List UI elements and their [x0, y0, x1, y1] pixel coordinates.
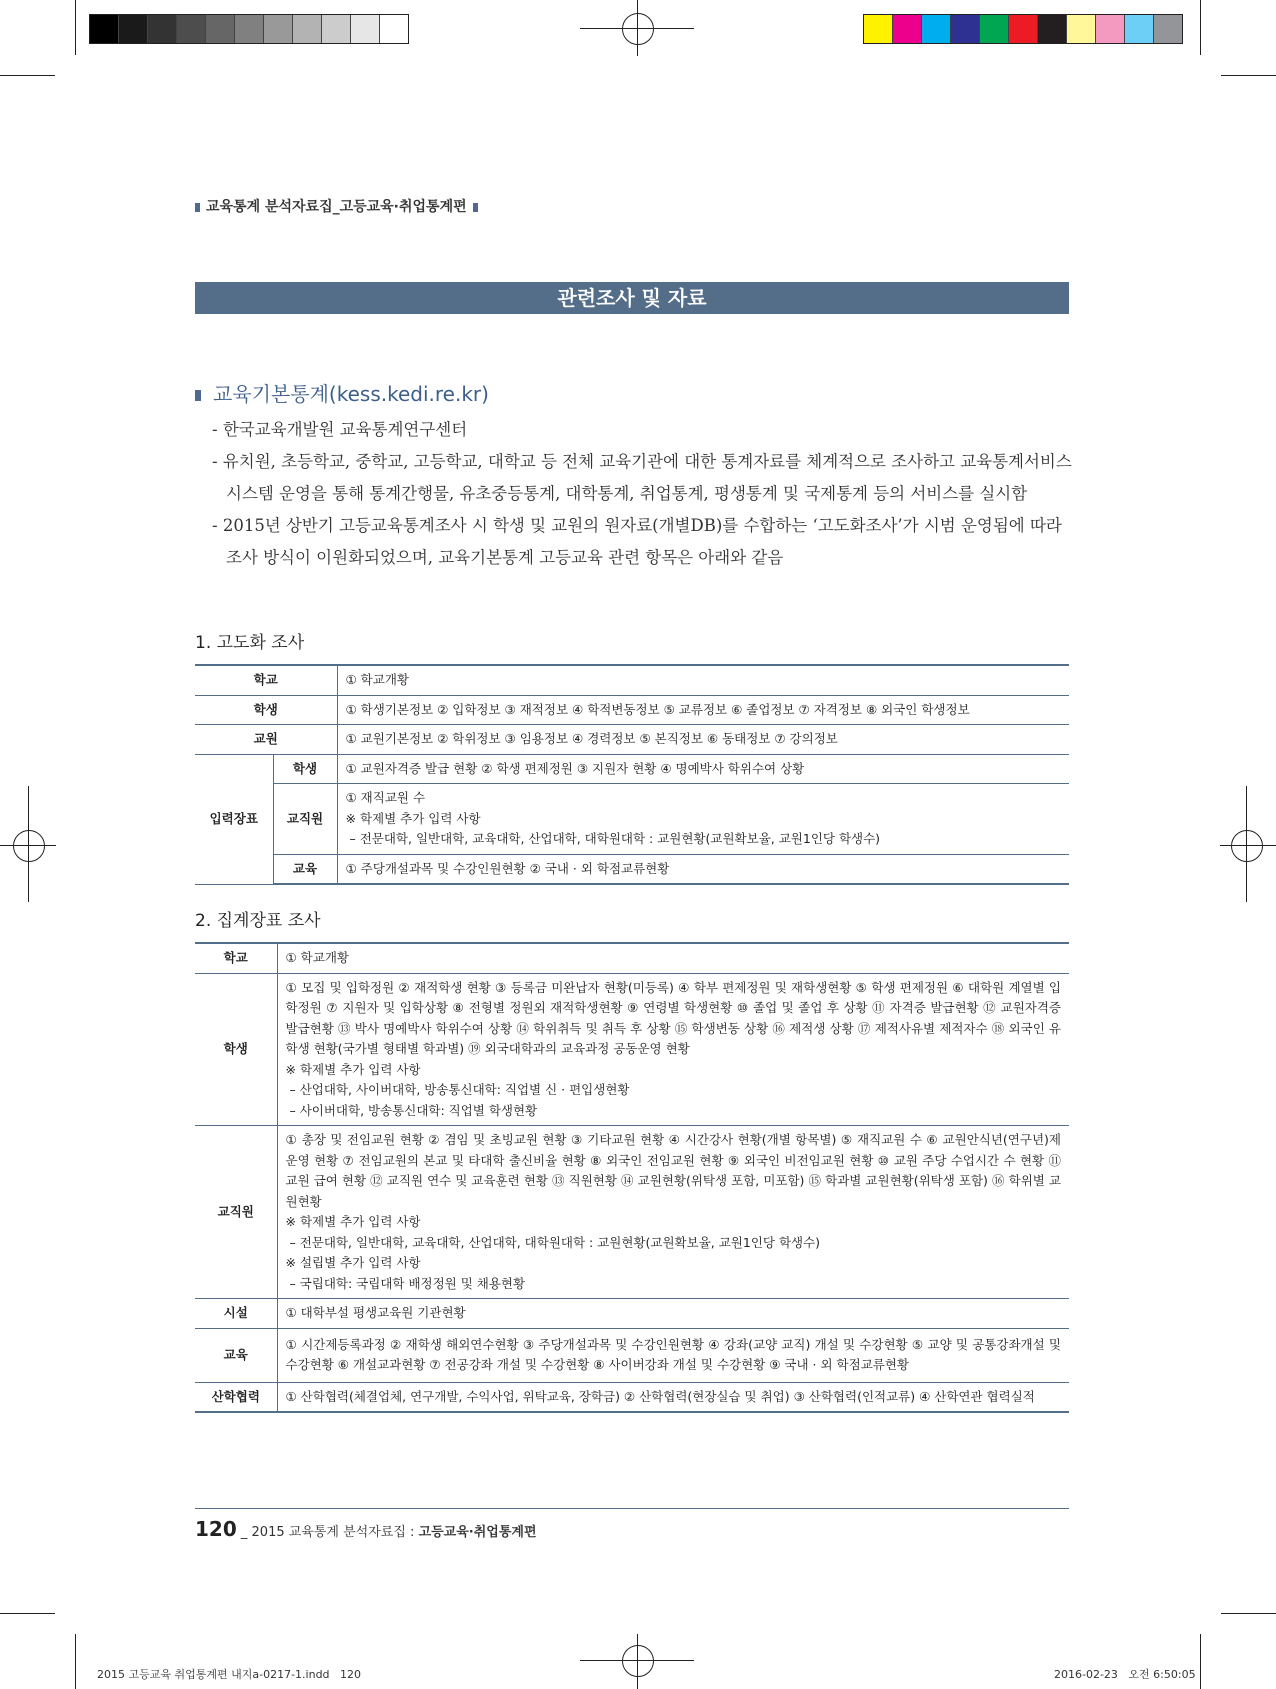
table2-heading: 2. 집계장표 조사	[195, 911, 321, 931]
gray-swatch	[177, 15, 206, 43]
body-paragraph: - 2015년 상반기 고등교육통계조사 시 학생 및 교원의 원자료(개별DB)를 수합하는 ‘고도화조사’가 시범 운영됨에 따라 조사 방식이 이원화되었으며, 교육기본통계 고등교육 관련 항목은 아래와 같음	[212, 516, 1062, 567]
cell-line: ① 학교개황	[285, 950, 349, 965]
print-slug-file: 2015 고등교육 취업통계편 내지a-0217-1.indd 120	[97, 1668, 362, 1681]
registration-circle	[622, 1645, 654, 1677]
row-sublabel: 교직원	[273, 784, 337, 855]
row-label: 교원	[195, 725, 337, 755]
cell-line: – 사이버대학, 방송통신대학: 직업별 학생현황	[285, 1102, 538, 1118]
cell-line: ※ 설립별 추가 입력 사항	[285, 1255, 421, 1270]
table-row	[195, 1328, 1069, 1382]
row-sublabel: 교육	[273, 854, 337, 884]
row-label: 교직원	[195, 1126, 277, 1299]
cell-line: ① 주당개설과목 및 수강인원현황 ② 국내 · 외 학점교류현황	[345, 860, 670, 876]
color-swatch	[951, 15, 980, 43]
crop-mark	[1200, 1634, 1201, 1689]
table-row	[195, 784, 1069, 855]
table-row	[195, 1382, 1069, 1412]
row-label: 학생	[195, 695, 337, 725]
table-row	[195, 665, 1069, 695]
bullet-square-icon	[473, 203, 478, 212]
table-row	[195, 973, 1069, 1126]
table-row	[195, 695, 1069, 725]
color-swatch	[864, 15, 893, 43]
color-swatch	[1067, 15, 1096, 43]
color-swatch	[1154, 15, 1182, 43]
crop-mark	[0, 75, 55, 76]
gray-swatch	[119, 15, 148, 43]
table-row	[195, 943, 1069, 973]
table-row	[195, 754, 1069, 784]
cell-line: ① 총장 및 전임교원 현황 ② 겸임 및 초빙교원 현황 ③ 기타교원 현황 ④ 시간강사 현황(개별 항목별) ⑤ 재직교원 수 ⑥ 교원안식년(연구년)제 운영 현황 ⑦ 전임교원의 본교 및 타대학 출신비율 현황 ⑧ 외국인 전임교원 현황 ⑨ 외국인 비전임교원 현황 ⑩ 교원 주당 수업시간 수 현황 ⑪ 교원 급여 현황 ⑫ 교직원 연수 및 교육훈련 현황 ⑬ 직원현황 ⑭ 교원현황(위탁생 포함, 미포함) ⑮ 학과별 교원현황(위탁생 포함) ⑯ 학위별 교원현황	[285, 1132, 1061, 1209]
gray-swatch	[322, 15, 351, 43]
process-color-bar	[863, 14, 1183, 44]
row-content	[277, 1299, 1069, 1329]
color-swatch	[980, 15, 1009, 43]
registration-circle	[1231, 830, 1263, 862]
gray-swatch	[148, 15, 177, 43]
gray-swatch	[264, 15, 293, 43]
cell-line: ※ 학제별 추가 입력 사항	[345, 810, 481, 826]
row-label: 교육	[195, 1328, 277, 1382]
page-number: 120	[195, 1517, 237, 1541]
crop-mark	[75, 0, 76, 55]
grayscale-color-bar	[89, 14, 409, 44]
row-content	[277, 973, 1069, 1126]
gray-swatch	[380, 15, 408, 43]
crop-mark	[1221, 1613, 1276, 1614]
page-footer	[195, 1517, 537, 1541]
body-paragraph: - 유치원, 초등학교, 중학교, 고등학교, 대학교 등 전체 교육기관에 대한 통계자료를 체계적으로 조사하고 교육통계서비스 시스템 운영을 통해 통계간행물, 유초중등통계, 대학통계, 취업통계, 평생통계 및 국제통계 등의 서비스를 실시함	[212, 452, 1072, 503]
row-sublabel: 학생	[273, 754, 337, 784]
gray-swatch	[206, 15, 235, 43]
body-paragraph: - 한국교육개발원 교육통계연구센터	[212, 420, 468, 439]
row-label: 학생	[195, 973, 277, 1126]
table1-heading: 1. 고도화 조사	[195, 633, 305, 653]
table-row	[195, 854, 1069, 884]
bullet-square-icon	[195, 203, 200, 212]
color-swatch	[893, 15, 922, 43]
print-slug-date: 2016-02-23 오전 6:50:05	[1054, 1668, 1196, 1681]
section-body	[212, 414, 1072, 574]
crop-mark	[1221, 75, 1276, 76]
running-header	[195, 196, 484, 216]
cell-line: ※ 학제별 추가 입력 사항	[285, 1061, 421, 1077]
table-row	[195, 725, 1069, 755]
gray-swatch	[90, 15, 119, 43]
footer-text-bold: 고등교육·취업통계편	[418, 1525, 537, 1540]
section-heading-text: 교육기본통계(kess.kedi.re.kr)	[213, 382, 489, 406]
footer-rule	[195, 1508, 1069, 1509]
section-heading	[195, 378, 489, 407]
crop-mark	[1200, 0, 1201, 55]
registration-circle	[13, 830, 45, 862]
cell-line: – 전문대학, 일반대학, 교육대학, 산업대학, 대학원대학 : 교원현황(교원확보율, 교원1인당 학생수)	[285, 1234, 821, 1250]
cell-line: – 전문대학, 일반대학, 교육대학, 산업대학, 대학원대학 : 교원현황(교원확보율, 교원1인당 학생수)	[345, 831, 881, 846]
footer-text: 2015 교육통계 분석자료집 :	[251, 1525, 419, 1540]
cell-line: ① 대학부설 평생교육원 기관현황	[285, 1305, 466, 1320]
crop-mark	[75, 1634, 76, 1689]
crop-mark	[0, 1613, 55, 1614]
gray-swatch	[235, 15, 264, 43]
bullet-square-icon	[195, 390, 201, 401]
cell-line: – 산업대학, 사이버대학, 방송통신대학: 직업별 신 · 편입생현황	[285, 1082, 630, 1097]
cell-line: ① 교원자격증 발급 현황 ② 학생 편제정원 ③ 지원자 현황 ④ 명예박사 학위수여 상황	[345, 760, 805, 776]
color-swatch	[1096, 15, 1125, 43]
row-label: 학교	[195, 665, 337, 695]
section-title-bar: 관련조사 및 자료	[195, 282, 1069, 314]
color-swatch	[1009, 15, 1038, 43]
color-swatch	[1125, 15, 1154, 43]
row-content	[277, 943, 1069, 973]
cell-line: ① 시간제등록과정 ② 재학생 해외연수현황 ③ 주당개설과목 및 수강인원현황 ④ 강좌(교양 교직) 개설 및 수강현황 ⑤ 교양 및 공통강좌개설 및 수강현황 ⑥ 개설교과현황 ⑦ 전공강좌 개설 및 수강현황 ⑧ 사이버강좌 개설 및 수강현황 ⑨ 국내 · 외 학점교류현황	[285, 1336, 1061, 1372]
row-label: 학교	[195, 943, 277, 973]
footer-separator: _	[240, 1525, 248, 1540]
cell-line: ① 모집 및 입학정원 ② 재적학생 현황 ③ 등록금 미완납자 현황(미등록) ④ 학부 편제정원 및 재학생현황 ⑤ 학생 편제정원 ⑥ 대학원 계열별 입학정원 ⑦ 지원자 및 입학상황 ⑧ 전형별 정원외 재적학생현황 ⑨ 연령별 학생현황 ⑩ 졸업 및 졸업 후 상황 ⑪ 자격증 발급현황 ⑫ 교원자격증 발급현황 ⑬ 박사 명예박사 학위수여 상황 ⑭ 학위취득 및 취득 후 상황 ⑮ 학생변동 상황 ⑯ 제적생 상황 ⑰ 제적사유별 제적자수 ⑱ 외국인 유학생 현황(국가별 형태별 학과별) ⑲ 외국대학과의 교육과정 공동운영 현황	[285, 979, 1061, 1056]
color-swatch	[1038, 15, 1067, 43]
row-label: 시설	[195, 1299, 277, 1329]
row-content	[337, 754, 1069, 784]
row-content	[337, 784, 1069, 855]
cell-line: ※ 학제별 추가 입력 사항	[285, 1214, 421, 1229]
table-advanced-survey	[195, 664, 1069, 885]
gray-swatch	[293, 15, 322, 43]
row-content: ① 학생기본정보 ② 입학정보 ③ 재적정보 ④ 학적변동정보 ⑤ 교류정보 ⑥ 졸업정보 ⑦ 자격정보 ⑧ 외국인 학생정보	[337, 695, 1069, 725]
row-content	[277, 1126, 1069, 1299]
cell-line: ① 재직교원 수	[345, 790, 426, 805]
row-content	[337, 854, 1069, 884]
table-row	[195, 1299, 1069, 1329]
gray-swatch	[351, 15, 380, 43]
row-content: ① 교원기본정보 ② 학위정보 ③ 임용정보 ④ 경력정보 ⑤ 본직정보 ⑥ 동태정보 ⑦ 강의정보	[337, 725, 1069, 755]
running-header-text: 교육통계 분석자료집_고등교육·취업통계편	[206, 199, 467, 215]
group-label: 입력장표	[195, 754, 273, 884]
row-content: ① 학교개황	[337, 665, 1069, 695]
registration-circle	[622, 13, 654, 45]
cell-line: – 국립대학: 국립대학 배정정원 및 채용현황	[285, 1275, 526, 1291]
table-row	[195, 1126, 1069, 1299]
cell-line: ① 산학협력(체결업체, 연구개발, 수익사업, 위탁교육, 장학금) ② 산학협력(현장실습 및 취업) ③ 산학협력(인적교류) ④ 산학연관 협력실적	[285, 1388, 1035, 1404]
row-content	[277, 1328, 1069, 1382]
row-label: 산학협력	[195, 1382, 277, 1412]
color-swatch	[922, 15, 951, 43]
table-aggregate-survey	[195, 942, 1069, 1413]
row-content	[277, 1382, 1069, 1412]
